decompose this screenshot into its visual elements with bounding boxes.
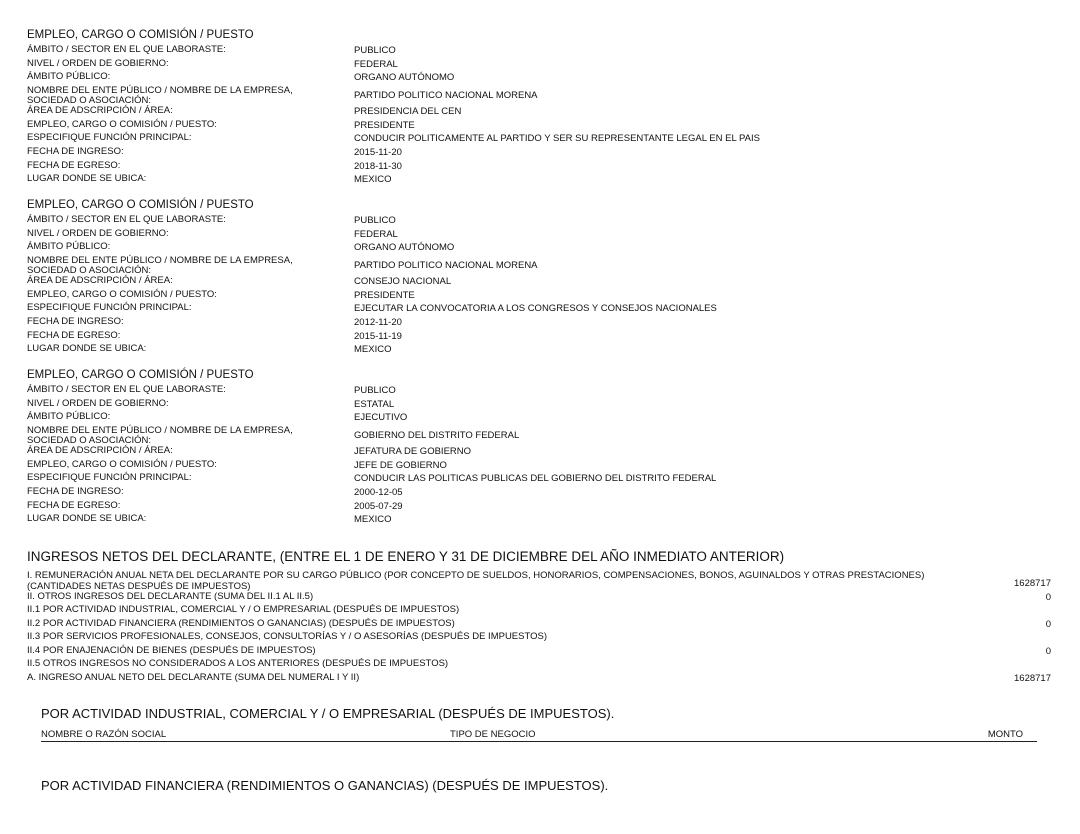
- employment-block: [27, 198, 1027, 357]
- field-row: [27, 316, 1027, 330]
- field-value: EJECUTAR LA CONVOCATORIA A LOS CONGRESOS Y CONSEJOS NACIONALES: [354, 303, 717, 315]
- income-row: [27, 604, 1051, 618]
- field-row: [27, 71, 1027, 85]
- field-value: ORGANO AUTÓNOMO: [354, 242, 455, 254]
- income-row: [27, 658, 1051, 672]
- income-row: [27, 618, 1051, 632]
- field-label: ÁMBITO PÚBLICO:: [27, 241, 111, 253]
- income-amount: 0: [1045, 645, 1051, 657]
- employment-heading: EMPLEO, CARGO O COMISIÓN / PUESTO: [27, 369, 254, 381]
- field-value: PRESIDENTE: [354, 119, 415, 131]
- income-row: [27, 591, 1051, 605]
- column-header-amount: MONTO: [987, 729, 1023, 740]
- employment-heading: EMPLEO, CARGO O COMISIÓN / PUESTO: [27, 29, 254, 41]
- field-label: NOMBRE DEL ENTE PÚBLICO / NOMBRE DE LA EMPRESA, SOCIEDAD O ASOCIACIÓN:: [27, 424, 293, 447]
- field-label: ÁREA DE ADSCRIPCIÓN / ÁREA:: [27, 445, 173, 457]
- field-row: [27, 241, 1027, 255]
- financiera-section-title: POR ACTIVIDAD FINANCIERA (RENDIMIENTOS O GANANCIAS) (DESPUÉS DE IMPUESTOS).: [41, 778, 609, 793]
- field-label: EMPLEO, CARGO O COMISIÓN / PUESTO:: [27, 458, 217, 470]
- field-label: ÁMBITO PÚBLICO:: [27, 411, 111, 423]
- field-value: MEXICO: [354, 174, 392, 186]
- column-header-name: NOMBRE O RAZÓN SOCIAL: [41, 729, 167, 740]
- industrial-section-title: POR ACTIVIDAD INDUSTRIAL, COMERCIAL Y / O EMPRESARIAL (DESPUÉS DE IMPUESTOS).: [41, 706, 615, 721]
- field-value: ORGANO AUTÓNOMO: [354, 72, 455, 84]
- field-value: JEFATURA DE GOBIERNO: [354, 446, 472, 458]
- field-row: [27, 425, 1027, 446]
- field-value: CONSEJO NACIONAL: [354, 276, 452, 288]
- field-value: PARTIDO POLITICO NACIONAL MORENA: [354, 259, 538, 271]
- income-amount: 0: [1045, 618, 1051, 630]
- income-label: II. OTROS INGRESOS DEL DECLARANTE (SUMA DEL II.1 AL II.5): [27, 590, 314, 602]
- field-row: [27, 44, 1027, 58]
- field-label: NIVEL / ORDEN DE GOBIERNO:: [27, 397, 169, 409]
- field-row: [27, 343, 1027, 357]
- field-value: FEDERAL: [354, 228, 398, 240]
- field-row: [27, 132, 1027, 146]
- field-label: LUGAR DONDE SE UBICA:: [27, 513, 147, 525]
- field-row: [27, 173, 1027, 187]
- field-label: NIVEL / ORDEN DE GOBIERNO:: [27, 227, 169, 239]
- income-label: II.4 POR ENAJENACIÓN DE BIENES (DESPUÉS DE IMPUESTOS): [27, 644, 316, 656]
- field-row: [27, 146, 1027, 160]
- field-label: FECHA DE EGRESO:: [27, 159, 121, 171]
- field-value: PRESIDENCIA DEL CEN: [354, 106, 462, 118]
- field-row: [27, 228, 1027, 242]
- field-row: [27, 472, 1027, 486]
- income-amount: 0: [1045, 591, 1051, 603]
- income-row: [27, 672, 1051, 686]
- field-label: FECHA DE EGRESO:: [27, 329, 121, 341]
- income-amount: 1628717: [1014, 578, 1051, 589]
- field-value: JEFE DE GOBIERNO: [354, 459, 447, 471]
- field-label: NOMBRE DEL ENTE PÚBLICO / NOMBRE DE LA EMPRESA, SOCIEDAD O ASOCIACIÓN:: [27, 254, 293, 277]
- field-row: [27, 275, 1027, 289]
- field-row: [27, 302, 1027, 316]
- field-value: MEXICO: [354, 344, 392, 356]
- field-value: FEDERAL: [354, 58, 398, 70]
- field-value: 2005-07-29: [354, 500, 403, 512]
- ingresos-title: INGRESOS NETOS DEL DECLARANTE, (ENTRE EL 1 DE ENERO Y 31 DE DICIEMBRE DEL AÑO INMEDIATO ANTERIOR): [27, 549, 785, 564]
- field-value: 2018-11-30: [354, 160, 402, 172]
- income-label: A. INGRESO ANUAL NETO DEL DECLARANTE (SUMA DEL NUMERAL I Y II): [27, 672, 360, 684]
- field-value: CONDUCIR POLITICAMENTE AL PARTIDO Y SER SU REPRESENTANTE LEGAL EN EL PAIS: [354, 133, 760, 145]
- income-row: [27, 570, 1051, 591]
- income-label: II.1 POR ACTIVIDAD INDUSTRIAL, COMERCIAL Y / O EMPRESARIAL (DESPUÉS DE IMPUESTOS): [27, 604, 460, 616]
- ingresos-list: [27, 570, 1051, 686]
- field-row: [27, 119, 1027, 133]
- field-value: PUBLICO: [354, 215, 396, 226]
- income-label: I. REMUNERACIÓN ANUAL NETA DEL DECLARANTE POR SU CARGO PÚBLICO (POR CONCEPTO DE SUELDOS, HONORARIOS, COMPENSACIONES, BONOS, AGUINALDOS Y OTRAS PRESTACIONES) (CANTIDADES NETAS DESPUÉS DE IMPUESTOS): [27, 570, 925, 592]
- income-row: [27, 645, 1051, 659]
- field-label: ÁMBITO / SECTOR EN EL QUE LABORASTE:: [27, 44, 226, 55]
- field-value: CONDUCIR LAS POLITICAS PUBLICAS DEL GOBIERNO DEL DISTRITO FEDERAL: [354, 473, 717, 485]
- field-label: ÁMBITO PÚBLICO:: [27, 71, 111, 83]
- field-row: [27, 384, 1027, 398]
- field-value: 2015-11-20: [354, 147, 402, 159]
- field-label: EMPLEO, CARGO O COMISIÓN / PUESTO:: [27, 288, 217, 300]
- column-header-business-type: TIPO DE NEGOCIO: [450, 729, 536, 740]
- field-label: NIVEL / ORDEN DE GOBIERNO:: [27, 57, 169, 69]
- field-value: GOBIERNO DEL DISTRITO FEDERAL: [354, 429, 520, 441]
- income-label: II.3 POR SERVICIOS PROFESIONALES, CONSEJOS, CONSULTORÍAS Y / O ASESORÍAS (DESPUÉS DE IMPUESTOS): [27, 631, 547, 643]
- field-value: PUBLICO: [354, 45, 396, 56]
- field-row: [27, 398, 1027, 412]
- field-label: ÁMBITO / SECTOR EN EL QUE LABORASTE:: [27, 214, 226, 225]
- field-value: 2012-11-20: [354, 317, 402, 329]
- field-value: ESTATAL: [354, 398, 395, 410]
- field-value: EJECUTIVO: [354, 412, 408, 424]
- field-row: [27, 330, 1027, 344]
- field-row: [27, 459, 1027, 473]
- field-value: 2015-11-19: [354, 330, 402, 342]
- field-value: MEXICO: [354, 514, 392, 526]
- field-row: [27, 411, 1027, 425]
- field-label: ÁREA DE ADSCRIPCIÓN / ÁREA:: [27, 275, 173, 287]
- field-row: [27, 214, 1027, 228]
- field-row: [27, 513, 1027, 527]
- field-row: [27, 105, 1027, 119]
- field-row: [27, 160, 1027, 174]
- field-label: EMPLEO, CARGO O COMISIÓN / PUESTO:: [27, 118, 217, 130]
- field-label: ÁMBITO / SECTOR EN EL QUE LABORASTE:: [27, 384, 226, 395]
- income-amount: 1628717: [1014, 673, 1051, 685]
- field-value: 2000-12-05: [354, 487, 403, 499]
- field-value: PRESIDENTE: [354, 289, 415, 301]
- field-row: [27, 445, 1027, 459]
- income-row: [27, 631, 1051, 645]
- field-label: ESPECIFIQUE FUNCIÓN PRINCIPAL:: [27, 472, 192, 484]
- field-label: FECHA DE INGRESO:: [27, 316, 124, 328]
- field-label: FECHA DE INGRESO:: [27, 486, 124, 498]
- employment-block: [27, 368, 1027, 527]
- field-label: LUGAR DONDE SE UBICA:: [27, 343, 147, 355]
- field-label: ESPECIFIQUE FUNCIÓN PRINCIPAL:: [27, 302, 192, 314]
- field-row: [27, 486, 1027, 500]
- employment-heading: EMPLEO, CARGO O COMISIÓN / PUESTO: [27, 199, 254, 211]
- field-label: FECHA DE INGRESO:: [27, 146, 124, 158]
- field-row: [27, 500, 1027, 514]
- employment-block: [27, 28, 1027, 187]
- field-row: [27, 289, 1027, 303]
- field-value: PUBLICO: [354, 385, 396, 396]
- field-row: [27, 85, 1027, 106]
- income-label: II.2 POR ACTIVIDAD FINANCIERA (RENDIMIENTOS O GANANCIAS) (DESPUÉS DE IMPUESTOS): [27, 617, 455, 629]
- field-row: [27, 58, 1027, 72]
- field-label: NOMBRE DEL ENTE PÚBLICO / NOMBRE DE LA EMPRESA, SOCIEDAD O ASOCIACIÓN:: [27, 84, 293, 107]
- field-row: [27, 255, 1027, 276]
- field-value: PARTIDO POLITICO NACIONAL MORENA: [354, 89, 538, 101]
- field-label: LUGAR DONDE SE UBICA:: [27, 173, 147, 185]
- income-label: II.5 OTROS INGRESOS NO CONSIDERADOS A LOS ANTERIORES (DESPUÉS DE IMPUESTOS): [27, 658, 449, 670]
- field-label: FECHA DE EGRESO:: [27, 499, 121, 511]
- field-label: ESPECIFIQUE FUNCIÓN PRINCIPAL:: [27, 132, 192, 144]
- field-label: ÁREA DE ADSCRIPCIÓN / ÁREA:: [27, 105, 173, 117]
- industrial-table-header: [41, 729, 1037, 742]
